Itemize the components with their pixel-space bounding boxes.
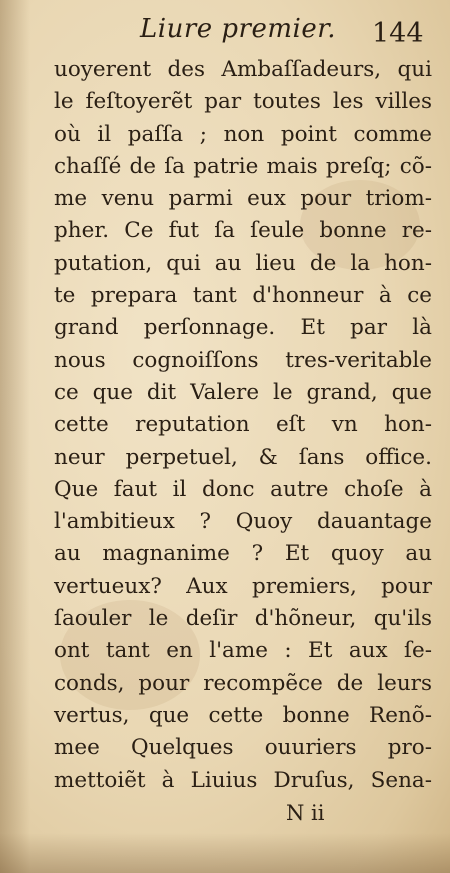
page-header (140, 14, 430, 54)
gutter-shadow (0, 0, 30, 873)
text-line: cette reputation eſt vn hon- (54, 412, 432, 438)
text-line: grand perſonnage. Et par là (54, 315, 432, 341)
text-line: pher. Ce fut ſa ſeule bonne re- (54, 218, 432, 244)
text-line: nous cognoiſſons tres-veritable (54, 347, 432, 373)
text-line: au magnanime ? Et quoy au (54, 541, 432, 567)
text-line: putation, qui au lieu de la hon- (54, 250, 432, 276)
text-line: le feſtoyerẽt par toutes les villes (54, 89, 432, 115)
page-number: 144 (372, 18, 424, 49)
text-line: mee Quelques ouuriers pro- (54, 735, 432, 761)
text-line: l'ambitieux ? Quoy dauantage (54, 509, 432, 535)
body-text (54, 54, 432, 797)
text-line: te prepara tant d'honneur à ce (54, 283, 432, 309)
text-line: conds, pour recompẽce de leurs (54, 670, 432, 696)
text-line: ce que dit Valere le grand, que (54, 379, 432, 405)
text-line: Que faut il donc autre choſe à (54, 476, 432, 502)
text-line: mettoiẽt à Liuius Druſus, Sena- (54, 767, 432, 793)
text-line: ſaouler le deſir d'hõneur, qu'ils (54, 606, 432, 632)
running-head: Liure premier. (140, 14, 337, 44)
page-edge-shadow (0, 833, 450, 873)
text-line: où il paſſa ; non point comme (54, 121, 432, 147)
text-line: me venu parmi eux pour triom- (54, 186, 432, 212)
signature-mark: N ii (286, 801, 325, 825)
text-line: uoyerent des Ambaſſadeurs, qui (54, 57, 432, 82)
text-line: neur perpetuel, & ſans office. (54, 444, 432, 470)
text-line: vertus, que cette bonne Renõ- (54, 702, 432, 728)
text-line: chaſſé de ſa patrie mais preſq; cõ- (54, 153, 432, 179)
text-line: ont tant en l'ame : Et aux ſe- (54, 638, 432, 664)
text-line: vertueux? Aux premiers, pour (54, 573, 432, 599)
